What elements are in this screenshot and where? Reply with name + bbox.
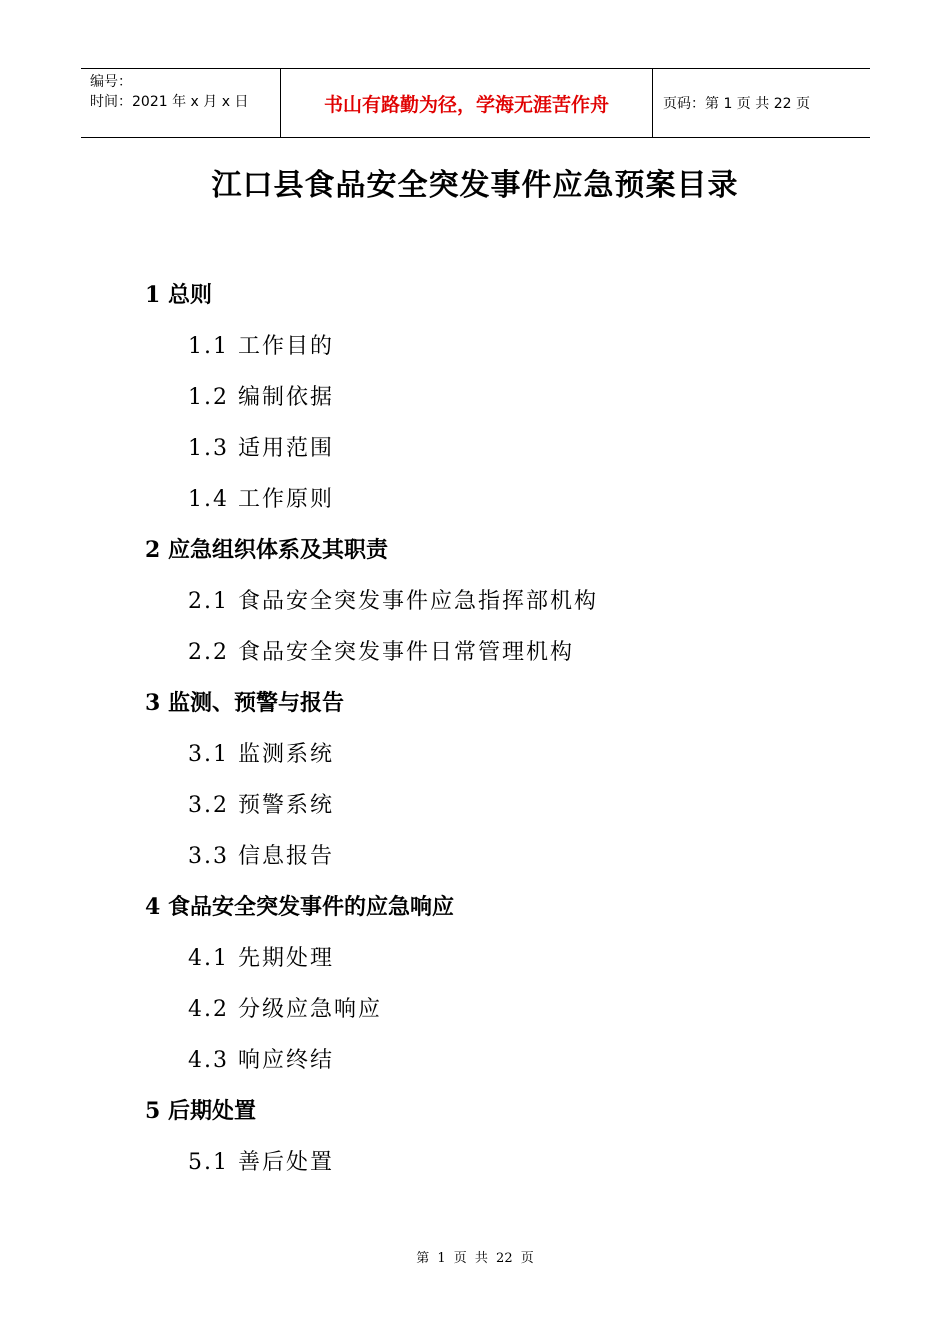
header-page-info: 页码：第 1 页 共 22 页 xyxy=(663,96,810,112)
toc-heading: 4 食品安全突发事件的应急响应 xyxy=(145,894,454,920)
toc-subitem: 3.2 预警系统 xyxy=(188,793,334,818)
toc-subitem: 4.2 分级应急响应 xyxy=(188,997,382,1022)
toc-subitem: 1.3 适用范围 xyxy=(188,436,334,461)
toc-subitem: 2.2 食品安全突发事件日常管理机构 xyxy=(188,640,574,665)
document-title: 江口县食品安全突发事件应急预案目录 xyxy=(211,168,739,203)
toc-heading: 5 后期处置 xyxy=(145,1098,256,1124)
toc-subitem: 1.4 工作原则 xyxy=(188,487,334,512)
toc-heading: 2 应急组织体系及其职责 xyxy=(145,537,388,563)
page-footer: 第 1 页 共 22 页 xyxy=(416,1251,534,1266)
header-motto: 书山有路勤为径，学海无涯苦作舟 xyxy=(281,69,653,137)
toc-subitem: 3.3 信息报告 xyxy=(188,844,334,869)
toc-subitem: 1.1 工作目的 xyxy=(188,334,334,359)
toc-subitem: 4.3 响应终结 xyxy=(188,1048,334,1073)
toc-subitem: 5.1 善后处置 xyxy=(188,1150,334,1175)
header-meta xyxy=(81,69,281,137)
toc-heading: 3 监测、预警与报告 xyxy=(145,690,344,716)
page-header xyxy=(81,68,870,138)
toc-subitem: 1.2 编制依据 xyxy=(188,385,334,410)
document-time: 时间：2021 年 x 月 x 日 xyxy=(90,94,249,110)
document-number: 编号： xyxy=(90,74,132,90)
toc-heading: 1 总则 xyxy=(145,282,212,308)
toc-subitem: 3.1 监测系统 xyxy=(188,742,334,767)
toc-subitem: 4.1 先期处理 xyxy=(188,946,334,971)
toc-subitem: 2.1 食品安全突发事件应急指挥部机构 xyxy=(188,589,598,614)
